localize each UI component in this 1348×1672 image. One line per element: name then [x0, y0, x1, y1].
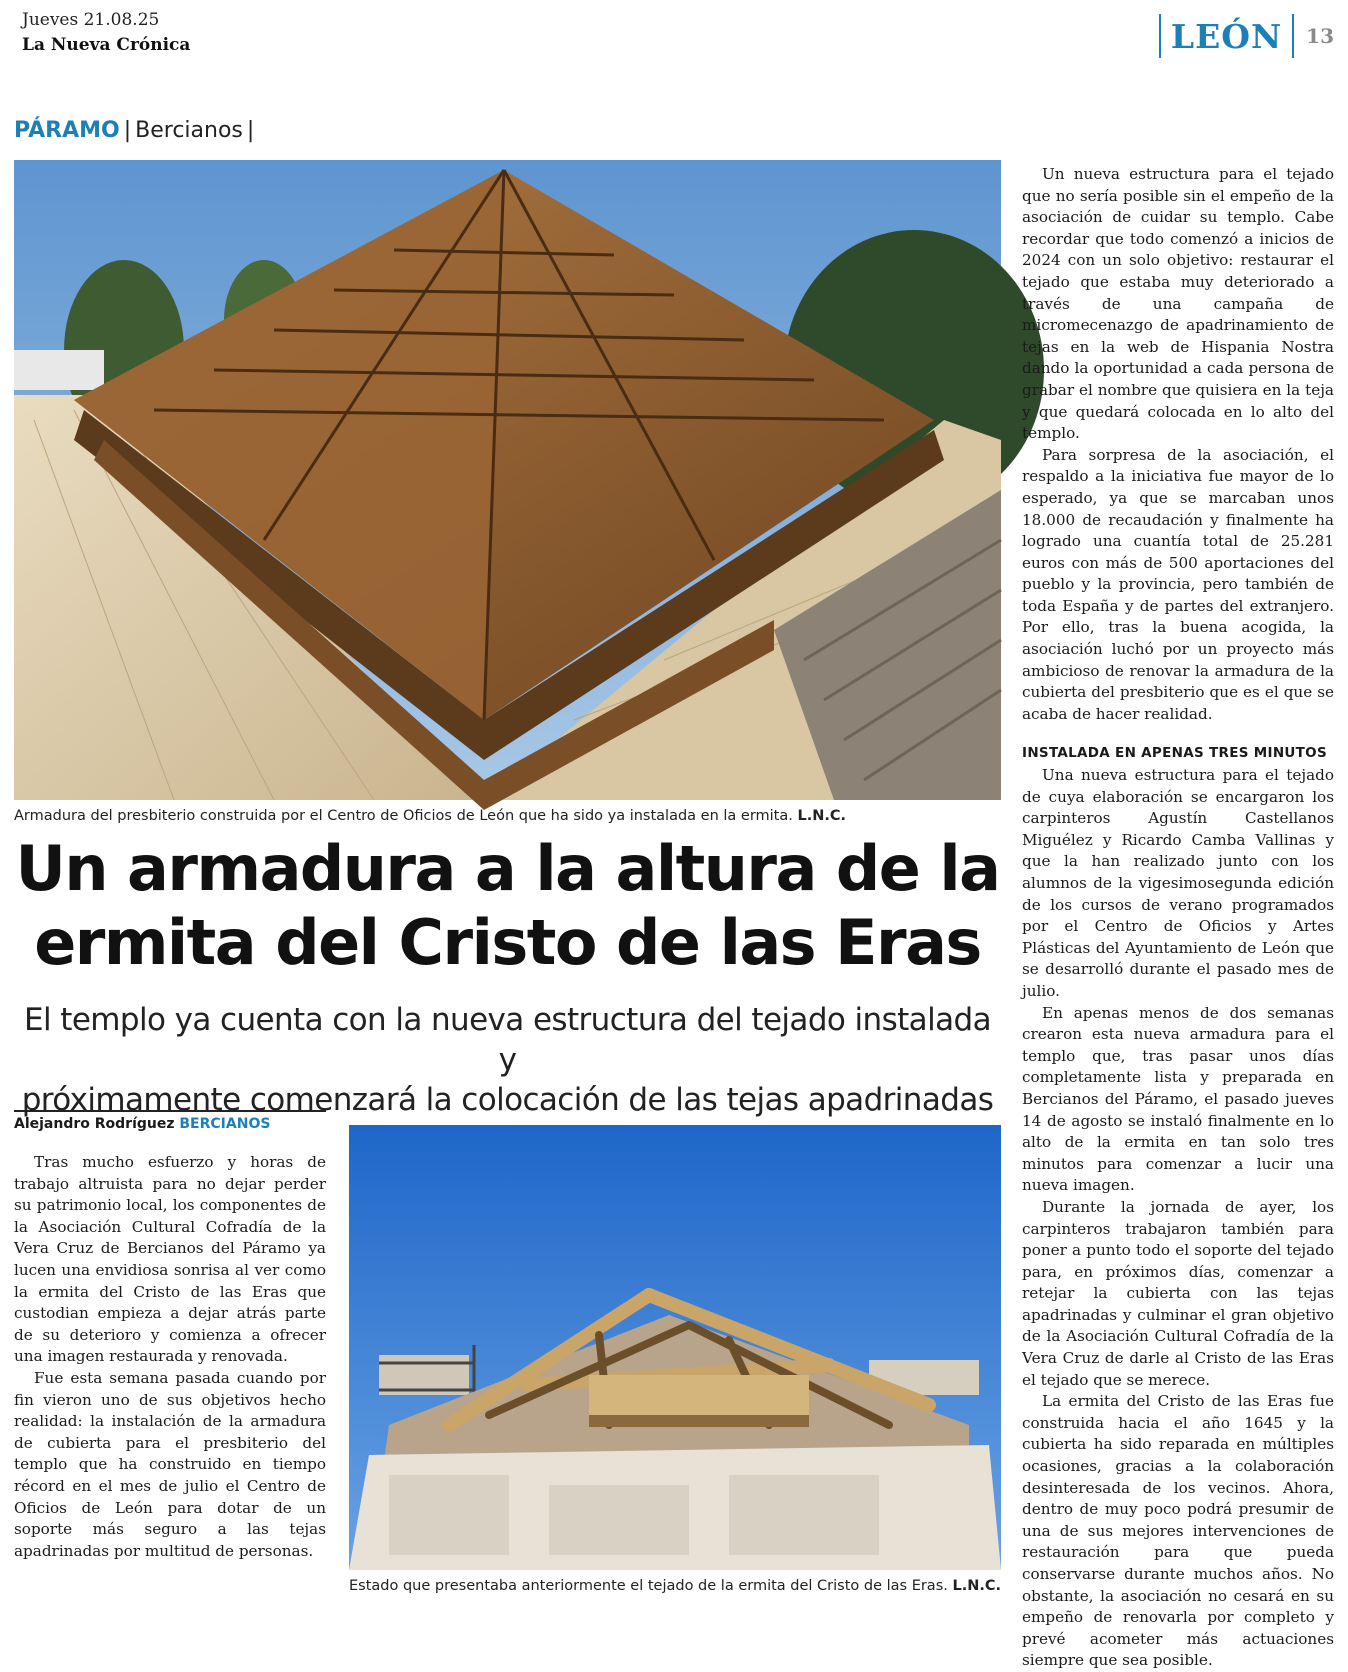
kicker-area: PÁRAMO: [14, 118, 120, 143]
byline-author: Alejandro Rodríguez: [14, 1116, 175, 1132]
old-roof-illustration: [349, 1125, 1001, 1570]
paragraph-1: Tras mucho esfuerzo y horas de trabajo altruista para no dejar perder su patrimonio local, los componentes de la Asociación Cultural Cofradía de la Vera Cruz de Bercianos del Páramo ya lucen una envidiosa sonrisa al ver como la ermita del Cristo de las Eras que custodian empieza a dejar atrás parte de su deterioro y comienza a ofrecer una imagen restaurada y renovada.: [14, 1153, 326, 1366]
kicker-separator-end: |: [246, 118, 255, 143]
subheadline-line-2: próximamente comenzará la colocación de las tejas apadrinadas: [21, 1082, 994, 1118]
photo1-caption-text: Armadura del presbiterio construida por el Centro de Oficios de León que ha sido ya instalada en la ermita.: [14, 808, 793, 824]
article-subtitle: INSTALADA EN APENAS TRES MINUTOS: [1022, 745, 1327, 762]
kicker: [14, 118, 258, 143]
headline-line-2: ermita del Cristo de las Eras: [34, 906, 981, 979]
photo1-caption: [14, 808, 1001, 824]
newspaper-name: La Nueva Crónica: [22, 35, 191, 55]
paragraph-4: Para sorpresa de la asociación, el respaldo a la iniciativa fue mayor de lo esperado, ya que se marcaban unos 18.000 de recaudación y finalmente ha logrado una cuantía total de 25.281 euros con más de 500 aportaciones del pueblo y la provincia, pero también de toda España y de partes del extranjero. Por ello, tras la buena acogida, la asociación luchó por un proyecto más ambicioso de renovar la armadura de la cubierta del presbiterio que es el que se acaba de hacer realidad.: [1022, 445, 1334, 723]
section-header: [1159, 14, 1334, 58]
page-number: 13: [1306, 24, 1334, 48]
paragraph-5: Una nueva estructura para el tejado de cuya elaboración se encargaron los carpinteros Agustín Castellanos Miguélez y Ricardo Camba Vallinas y que la han realizado junto con los alumnos de la vigesimosegunda edición de los cursos de verano programados por el Centro de Oficios y Artes Plásticas del Ayuntamiento de León que se desarrolló durante el pasado mes de julio.: [1022, 766, 1334, 1000]
photo1-credit: L.N.C.: [797, 808, 847, 824]
paragraph-3: Un nueva estructura para el tejado que no sería posible sin el empeño de la asociación de cuidar su templo. Cabe recordar que todo comenzó a inicios de 2024 con un solo objetivo: restaurar el tejado que estaba muy deteriorado a través de una campaña de micromecenazgo de apadrinamiento de tejas en la web de Hispania Nostra dando la oportunidad a cada persona de grabar el nombre que quisiera en la teja y que quedará colocada en lo alto del templo.: [1022, 165, 1334, 443]
kicker-separator: |: [123, 118, 132, 143]
paragraph-6: En apenas menos de dos semanas crearon esta nueva armadura para el templo que, tras pasar unos días completamente lista y preparada en Bercianos del Páramo, el pasado jueves 14 de agosto se instaló finalmente en lo alto de la ermita en tan solo tres minutos para comenzar a lucir una nueva imagen.: [1022, 1003, 1334, 1195]
byline-location: BERCIANOS: [179, 1116, 271, 1132]
kicker-town: Bercianos: [135, 118, 243, 143]
section-name: LEÓN: [1170, 16, 1283, 56]
paragraph-7: Durante la jornada de ayer, los carpinteros trabajaron también para poner a punto todo el soporte del tejado para, en próximos días, comenzar a retejar la cubierta con las tejas apadrinadas y culminar el gran objetivo de la Asociación Cultural Cofradía de la Vera Cruz de darle al Cristo de las Eras el tejado que se merece.: [1022, 1197, 1334, 1389]
byline: [14, 1110, 326, 1132]
subheadline-line-1: El templo ya cuenta con la nueva estructura del tejado instalada y: [24, 1002, 991, 1078]
paragraph-8: La ermita del Cristo de las Eras fue construida hacia el año 1645 y la cubierta ha sido reparada en múltiples ocasiones, gracias a la colaboración desinteresada de los vecinos. Ahora, dentro de muy poco podrá presumir de una de sus mejores intervenciones de restauración para que pueda conservarse durante muchos años. No obstante, la asociación no cesará en su empeño de renovarla por completo y prevé acometer más actuaciones siempre que sea posible.: [1022, 1392, 1334, 1670]
article-column-1: [14, 1152, 326, 1562]
issue-date: Jueves 21.08.25: [22, 10, 160, 30]
photo-roof-armature: [14, 160, 1001, 800]
photo2-credit: L.N.C.: [952, 1578, 1002, 1594]
headline: [14, 832, 1001, 980]
photo2-caption-text: Estado que presentaba anteriormente el tejado de la ermita del Cristo de las Eras.: [349, 1578, 948, 1594]
roof-armature-illustration: [14, 160, 1001, 800]
headline-line-1: Un armadura a la altura de la: [15, 832, 1000, 905]
photo2-caption: [349, 1578, 1001, 1594]
paragraph-2: Fue esta semana pasada cuando por fin vieron uno de sus objetivos hecho realidad: la instalación de la armadura de cubierta para el presbiterio del templo que ha construido en tiempo récord en el mes de julio el Centro de Oficios de León para dotar de un soporte más seguro a las tejas apadrinadas por multitud de personas.: [14, 1368, 326, 1560]
photo-old-roof: [349, 1125, 1001, 1570]
subheadline: [14, 1000, 1001, 1120]
article-column-3: [1022, 164, 1334, 1672]
